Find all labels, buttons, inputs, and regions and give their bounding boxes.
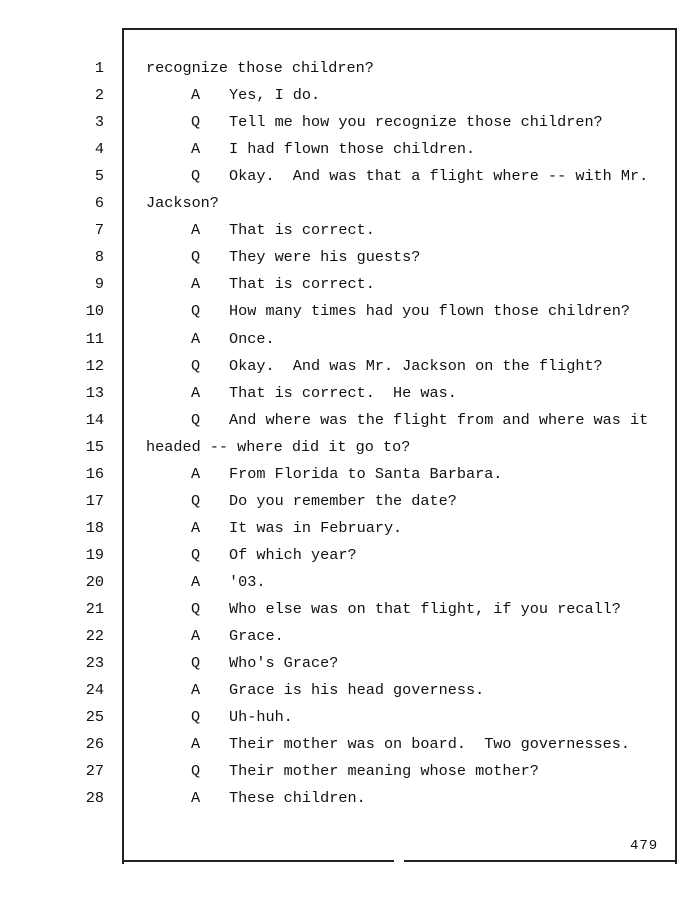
transcript-line [0, 758, 700, 785]
transcript-line [0, 785, 700, 812]
line-number: 12 [85, 356, 104, 375]
question-marker: Q [191, 708, 201, 727]
question-marker: Q [191, 410, 201, 429]
line-number: 21 [85, 600, 104, 618]
answer-marker: A [191, 140, 201, 159]
line-text: Who's Grace? [229, 654, 339, 673]
line-text: From Florida to Santa Barbara. [229, 464, 503, 483]
line-text: Jackson? [146, 194, 219, 213]
line-text: How many times had you flown those children? [229, 302, 631, 321]
line-text: That is correct. [229, 221, 375, 240]
transcript-line [0, 677, 700, 704]
transcript-line [0, 244, 700, 271]
answer-marker: A [191, 627, 201, 646]
answer-marker: A [191, 735, 201, 754]
question-marker: Q [191, 545, 201, 564]
transcript-line [0, 136, 700, 163]
transcript-line [0, 380, 700, 407]
line-number: 2 [94, 86, 104, 105]
line-number: 28 [85, 789, 104, 808]
line-text: Grace. [229, 627, 284, 646]
line-number: 7 [94, 221, 104, 240]
line-number: 3 [94, 113, 104, 132]
line-number: 17 [85, 491, 104, 510]
answer-marker: A [191, 518, 201, 537]
transcript-line [0, 623, 700, 650]
transcript-line [0, 109, 700, 136]
transcript-line [0, 353, 700, 380]
transcript-line [0, 488, 700, 515]
line-text: That is correct. [229, 275, 375, 294]
line-text: That is correct. He was. [229, 383, 457, 402]
line-text: headed -- where did it go to? [146, 437, 411, 456]
transcript-line [0, 596, 700, 623]
answer-marker: A [191, 86, 201, 105]
line-text: Their mother meaning whose mother? [229, 762, 539, 781]
page-number: 479 [630, 838, 659, 854]
line-number: 26 [85, 735, 104, 754]
line-number: 15 [85, 437, 104, 456]
transcript-line [0, 298, 700, 325]
line-number: 1 [94, 59, 104, 77]
transcript-line [0, 190, 700, 217]
answer-marker: A [191, 329, 201, 348]
question-marker: Q [191, 113, 201, 132]
line-text: Yes, I do. [229, 86, 321, 105]
line-text: recognize those children? [146, 59, 374, 77]
question-marker: Q [191, 600, 201, 618]
line-number: 13 [85, 383, 104, 402]
question-marker: Q [191, 762, 201, 781]
transcript-line [0, 163, 700, 190]
line-number: 20 [85, 572, 104, 591]
answer-marker: A [191, 681, 201, 700]
line-number: 4 [94, 140, 104, 159]
line-number: 5 [94, 167, 104, 186]
answer-marker: A [191, 383, 201, 402]
line-number: 6 [94, 194, 104, 213]
line-number: 23 [85, 654, 104, 673]
page-border-bottom-right [404, 860, 677, 862]
line-text: '03. [229, 572, 266, 591]
line-text: I had flown those children. [229, 140, 476, 159]
transcript-line [0, 217, 700, 244]
line-number: 16 [85, 464, 104, 483]
question-marker: Q [191, 356, 201, 375]
transcript-line [0, 731, 700, 758]
line-number: 9 [94, 275, 104, 294]
line-text: These children. [229, 789, 366, 808]
question-marker: Q [191, 654, 201, 673]
transcript-line [0, 650, 700, 677]
line-text: Of which year? [229, 545, 357, 564]
line-number: 14 [85, 410, 104, 429]
line-text: It was in February. [229, 518, 403, 537]
line-text: Their mother was on board. Two governesses. [229, 735, 631, 754]
line-text: Do you remember the date? [229, 491, 457, 510]
line-text: And where was the flight from and where was it [229, 410, 649, 429]
line-text: Tell me how you recognize those children? [229, 113, 603, 132]
question-marker: Q [191, 248, 201, 267]
line-number: 18 [85, 518, 104, 537]
transcript-line [0, 461, 700, 488]
line-number: 8 [94, 248, 104, 267]
line-text: They were his guests? [229, 248, 421, 267]
transcript-line [0, 704, 700, 731]
transcript-line [0, 271, 700, 298]
answer-marker: A [191, 275, 201, 294]
line-number: 24 [85, 681, 104, 700]
line-text: Who else was on that flight, if you recall? [229, 600, 621, 618]
answer-marker: A [191, 464, 201, 483]
page-border-top [122, 28, 677, 30]
transcript-line [0, 434, 700, 461]
line-text: Uh-huh. [229, 708, 293, 727]
answer-marker: A [191, 572, 201, 591]
line-number: 10 [85, 302, 104, 321]
question-marker: Q [191, 491, 201, 510]
transcript-line [0, 542, 700, 569]
line-number: 11 [85, 329, 104, 348]
line-text: Once. [229, 329, 275, 348]
answer-marker: A [191, 789, 201, 808]
transcript-line [0, 407, 700, 434]
line-text: Grace is his head governess. [229, 681, 485, 700]
answer-marker: A [191, 221, 201, 240]
question-marker: Q [191, 167, 201, 186]
line-text: Okay. And was Mr. Jackson on the flight? [229, 356, 603, 375]
line-number: 22 [85, 627, 104, 646]
line-number: 25 [85, 708, 104, 727]
page-border-bottom-left [122, 860, 394, 862]
line-number: 27 [85, 762, 104, 781]
transcript-line [0, 515, 700, 542]
line-text: Okay. And was that a flight where -- with Mr. [229, 167, 649, 186]
transcript-line [0, 55, 700, 82]
transcript-line [0, 82, 700, 109]
transcript-line [0, 569, 700, 596]
line-number: 19 [85, 545, 104, 564]
transcript-line [0, 326, 700, 353]
question-marker: Q [191, 302, 201, 321]
